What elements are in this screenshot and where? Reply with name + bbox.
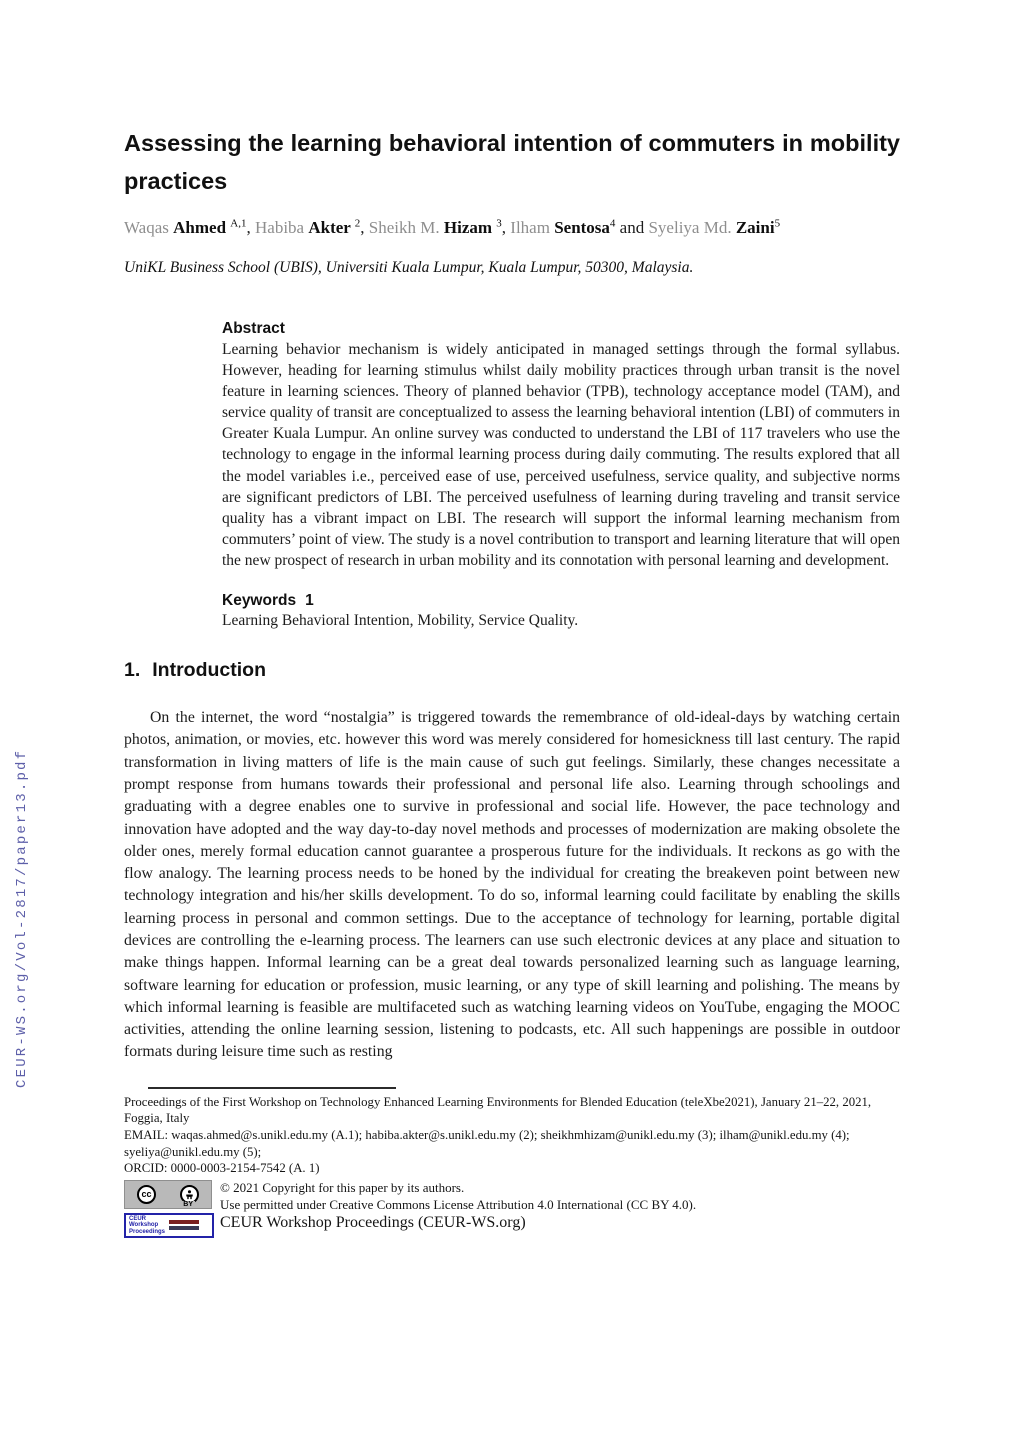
keywords-text: Learning Behavioral Intention, Mobility, Service Quality. bbox=[222, 612, 579, 630]
section-title: Introduction bbox=[152, 659, 266, 682]
abstract-section bbox=[222, 320, 900, 571]
cc-icon: cc bbox=[137, 1185, 156, 1204]
author-affiliation-marker: 2 bbox=[354, 217, 361, 230]
ceur-logo-line1: CEUR bbox=[129, 1215, 147, 1222]
abstract-text: Learning behavior mechanism is widely anticipated in managed settings through the formal syllabus. However, heading for learning stimulus whilst daily mobility practices through urban transit is the novel feature in learning sciences. Theory of planned behavior (TPB), technology acceptance model (TAM), and service quality of transit are conceptualized to assess the learning behavioral intention (LBI) of commuters in Greater Kuala Lumpur. An online survey was conducted to understand the LBI of 117 travelers who use the technology to engage in the informal learning process during daily commuting. The results explored that all the model variables i.e., perceived ease of use, perceived usefulness, service quality, and subjective norms are significant predictors of LBI. The perceived usefulness of learning during traveling and transit service quality has a vibrant impact on LBI. The research will support the informal learning mechanism from commuters’ point of view. The study is a novel contribution to transport and learning literature that will open the new prospect of research in urban mobility and its connotation with personal learning and development. bbox=[222, 341, 900, 569]
footnote-block bbox=[124, 1094, 900, 1177]
ceur-logo-text bbox=[129, 1216, 165, 1236]
license-badges bbox=[124, 1180, 220, 1238]
copyright-line: © 2021 Copyright for this paper by its authors. bbox=[220, 1179, 465, 1195]
affiliation-line: UniKL Business School (UBIS), Universiti Kuala Lumpur, Kuala Lumpur, 50300, Malaysia. bbox=[124, 259, 694, 276]
author-affiliation-marker: 3 bbox=[496, 217, 502, 230]
author-last-name: Akter bbox=[308, 218, 355, 237]
paper-title: Assessing the learning behavioral intention of commuters in mobility practices bbox=[124, 130, 900, 194]
author-first-name: Ilham bbox=[510, 218, 555, 237]
license-block bbox=[124, 1180, 900, 1238]
ceur-url-watermark: CEUR-WS.org/Vol-2817/paper13.pdf bbox=[14, 748, 30, 1088]
keywords-section bbox=[222, 592, 900, 630]
footnote-proceedings: Proceedings of the First Workshop on Technology Enhanced Learning Environments for Blended Education (teleXbe2021), January 21–22, 2021, Foggia, Italy bbox=[124, 1094, 872, 1126]
section-heading-introduction bbox=[124, 659, 900, 682]
license-text bbox=[220, 1180, 900, 1238]
keywords-footnote-marker: 1 bbox=[305, 592, 314, 610]
ceur-logo-fineprint bbox=[169, 1220, 199, 1230]
ceur-ws-logo bbox=[124, 1213, 214, 1238]
ceur-ws-line: CEUR Workshop Proceedings (CEUR-WS.org) bbox=[220, 1214, 526, 1232]
author-separator: and bbox=[615, 218, 649, 237]
author-separator: , bbox=[501, 218, 511, 237]
footnote-orcid: ORCID: 0000-0003-2154-7542 (A. 1) bbox=[124, 1161, 320, 1176]
abstract-heading: Abstract bbox=[222, 320, 285, 337]
footnote-divider bbox=[148, 1087, 396, 1089]
author-last-name: Zaini bbox=[735, 218, 775, 237]
keywords-label: Keywords bbox=[222, 592, 297, 610]
author-affiliation-marker: 4 bbox=[609, 217, 616, 230]
ceur-logo-line3: Proceedings bbox=[129, 1228, 166, 1235]
author-last-name: Hizam bbox=[443, 218, 497, 237]
paper-content bbox=[124, 0, 900, 1238]
author-last-name: Ahmed bbox=[173, 218, 231, 237]
introduction-paragraph: On the internet, the word “nostalgia” is triggered towards the remembrance of old-ideal-days by watching certain photos, animation, or movies, etc. however this word was merely considered for homesickness till last century. The rapid transformation in living matters of life is the main cause of such gut feelings. Similarly, these changes necessitate a prompt response from humans towards their professional and personal life also. Learning through schoolings and graduating with a degree enables one to survive in professional and social life. However, the pace technology and innovation have adopted and the way day-to-day novel methods and processes of modernization are making obsolete the older ones, merely formal education cannot guarantee a prosperous future for the individuals. It reckons as go with the flow analogy. The learning process needs to be honed by the individual for creating the breakeven point between new technology integration and his/her skills development. To do so, informal learning could facilitate by enabling the skills learning process in personal and common settings. Due to the acceptance of technology for learning, portable digital devices are controlling the e-learning process. The learners can use such electronic devices at any place and situation to make things happen. Informal learning can be a great deal towards personalized learning such as language learning, software learning for education or profession, music learning, or any type of skill learning and polishing. The means by which informal learning is feasible are multifaceted such as watching learning videos on YouTube, engaging the MOOC activities, attending the online learning session, listening to podcasts, etc. All such happenings are possible in outdoor formats during leisure time such as resting bbox=[124, 709, 900, 1061]
author-last-name: Sentosa bbox=[554, 218, 610, 237]
author-first-name: Sheikh M. bbox=[368, 218, 444, 237]
author-first-name: Syeliya Md. bbox=[648, 218, 736, 237]
ceur-logo-line2: Workshop bbox=[129, 1222, 159, 1228]
section-number: 1. bbox=[124, 659, 141, 682]
authors-line bbox=[124, 218, 900, 238]
keywords-heading bbox=[222, 592, 900, 610]
cc-by-badge bbox=[124, 1180, 212, 1209]
author-affiliation-marker: A,1 bbox=[230, 217, 247, 230]
author-first-name: Habiba bbox=[255, 218, 309, 237]
permission-line: Use permitted under Creative Commons License Attribution 4.0 International (CC BY 4.0). bbox=[220, 1196, 697, 1212]
cc-by-label: BY bbox=[183, 1200, 193, 1208]
author-first-name: Waqas bbox=[124, 218, 174, 237]
author-separator: , bbox=[360, 218, 369, 237]
author-affiliation-marker: 5 bbox=[774, 217, 781, 230]
footnote-emails: EMAIL: waqas.ahmed@s.unikl.edu.my (A.1); habiba.akter@s.unikl.edu.my (2); sheikhmhizam@unikl.edu.my (3); ilham@unikl.edu.my (4); syeliya@unikl.edu.my (5); bbox=[124, 1127, 850, 1159]
author-separator: , bbox=[246, 218, 255, 237]
